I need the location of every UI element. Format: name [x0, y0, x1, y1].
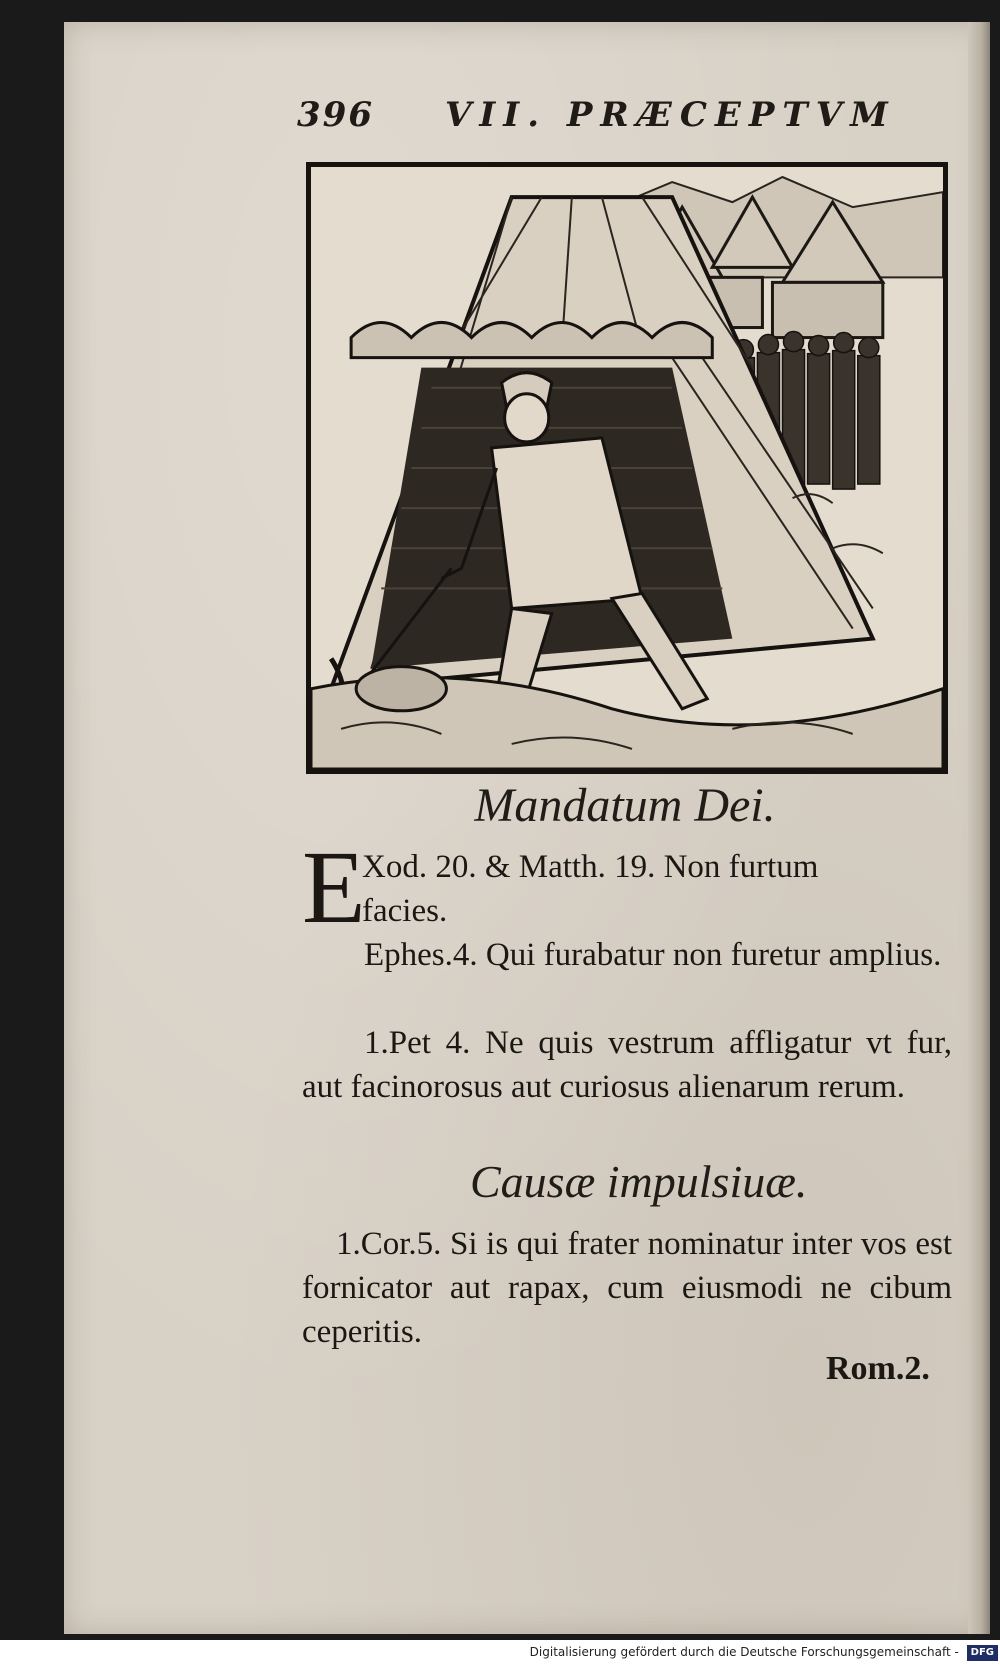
page-edge — [968, 22, 990, 1634]
woodcut-illustration — [306, 162, 948, 774]
catchword: Rom.2. — [826, 1350, 930, 1387]
paragraph-corinthians: 1.Cor.5. Si is qui frater nominatur inter vos est fornicator aut rapax, cum eiusmodi ne cibum ceperitis. — [302, 1226, 952, 1350]
section-heading: Causæ impulsiuæ. — [470, 1156, 808, 1207]
dfg-logo-icon: DFG — [967, 1645, 998, 1661]
paragraph-peter: 1.Pet 4. Ne quis vestrum affligatur vt fur, aut facinorosus aut curiosus alienarum rerum. — [302, 1025, 952, 1105]
running-title: VII. PRÆCEPTVM — [445, 95, 896, 135]
paragraph-exodus-line2: facies. — [362, 893, 448, 929]
footer-credit: Digitalisierung gefördert durch die Deutsche Forschungsgemeinschaft - — [529, 1645, 959, 1659]
digitization-footer — [0, 1640, 998, 1665]
paragraph-exodus-line1: Xod. 20. & Matth. 19. Non furtum — [362, 849, 819, 885]
woodcut-drawing — [311, 167, 943, 769]
paragraph-ephesians: Ephes.4. Qui furabatur non furetur amplius. — [364, 937, 942, 973]
page-number: 396 — [297, 95, 374, 135]
drop-cap: E — [302, 830, 366, 945]
illustration-caption: Mandatum Dei. — [474, 779, 776, 832]
